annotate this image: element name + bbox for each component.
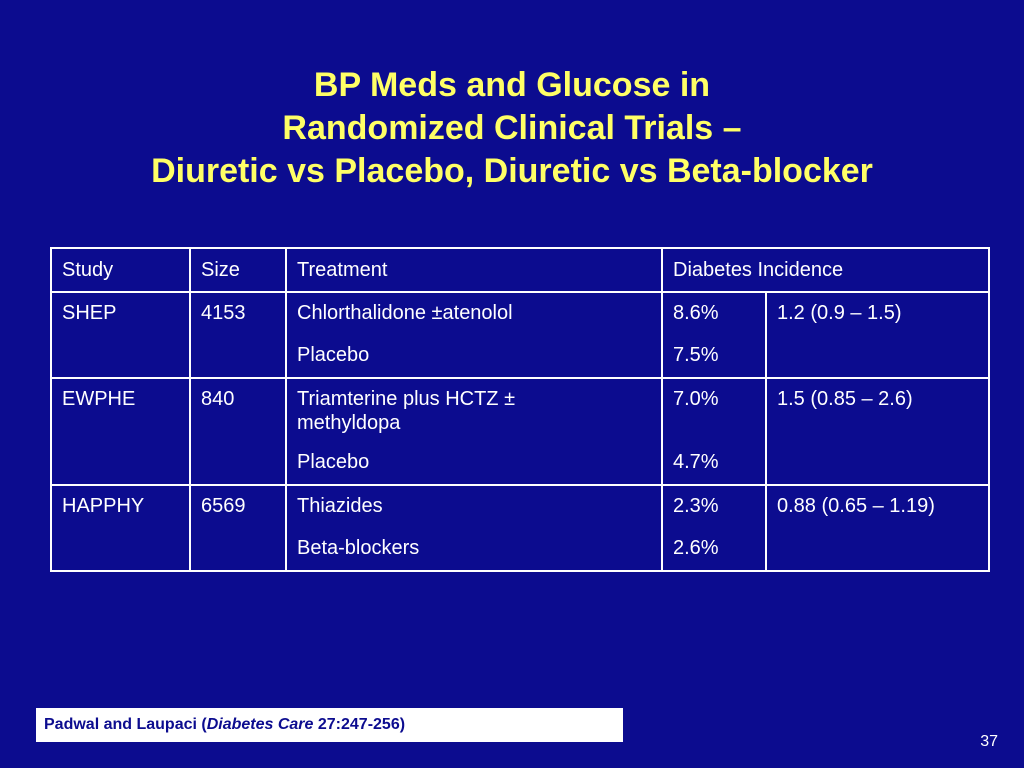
citation-authors: Padwal and Laupaci ( (44, 716, 207, 733)
study-size: 6569 (201, 495, 246, 517)
cell-treatment (286, 292, 662, 378)
cell-ratio (766, 485, 989, 571)
incidence-value: 2.3% (673, 495, 719, 517)
study-size: 840 (201, 388, 235, 410)
header-diabetes-incidence: Diabetes Incidence (662, 248, 989, 292)
citation-box (36, 708, 623, 742)
citation-journal: Diabetes Care (206, 716, 314, 733)
treatment-line: methyldopa (297, 412, 401, 434)
cell-ratio (766, 292, 989, 378)
header-treatment: Treatment (286, 248, 662, 292)
treatment-line: Thiazides (297, 495, 383, 517)
ratio-value: 1.2 (0.9 – 1.5) (777, 302, 902, 324)
table-header-row (51, 248, 989, 292)
incidence-value: 7.0% (673, 388, 719, 410)
header-size: Size (190, 248, 286, 292)
study-size: 4153 (201, 302, 246, 324)
incidence-value: 7.5% (673, 344, 719, 366)
cell-incidence (662, 485, 766, 571)
incidence-value: 4.7% (673, 451, 719, 473)
incidence-value: 2.6% (673, 537, 719, 559)
table-row (51, 485, 989, 571)
cell-ratio (766, 378, 989, 485)
title-line-3: Diuretic vs Placebo, Diuretic vs Beta-blocker (151, 152, 873, 190)
study-name: EWPHE (62, 388, 136, 410)
title-line-1: BP Meds and Glucose in (313, 66, 711, 104)
study-name: HAPPHY (62, 495, 145, 517)
cell-study (51, 378, 190, 485)
table-row (51, 292, 989, 378)
treatment-line: Triamterine plus HCTZ ± (297, 388, 516, 410)
title-line-2: Randomized Clinical Trials – (282, 109, 742, 147)
slide-title (0, 64, 1024, 193)
cell-study (51, 485, 190, 571)
cell-size (190, 292, 286, 378)
treatment-line: Chlorthalidone ±atenolol (297, 302, 513, 324)
treatment-line: Beta-blockers (297, 537, 420, 559)
treatment-line: Placebo (297, 451, 370, 473)
cell-treatment (286, 485, 662, 571)
incidence-value: 8.6% (673, 302, 719, 324)
cell-incidence (662, 292, 766, 378)
page-number: 37 (980, 733, 998, 750)
trials-table (50, 247, 990, 572)
citation-reference: 27:247-256) (313, 716, 406, 733)
cell-treatment (286, 378, 662, 485)
header-study: Study (51, 248, 190, 292)
ratio-value: 1.5 (0.85 – 2.6) (777, 388, 913, 410)
table-row (51, 378, 989, 485)
ratio-value: 0.88 (0.65 – 1.19) (777, 495, 935, 517)
study-name: SHEP (62, 302, 117, 324)
cell-incidence (662, 378, 766, 485)
cell-size (190, 378, 286, 485)
treatment-line: Placebo (297, 344, 370, 366)
cell-study (51, 292, 190, 378)
cell-size (190, 485, 286, 571)
